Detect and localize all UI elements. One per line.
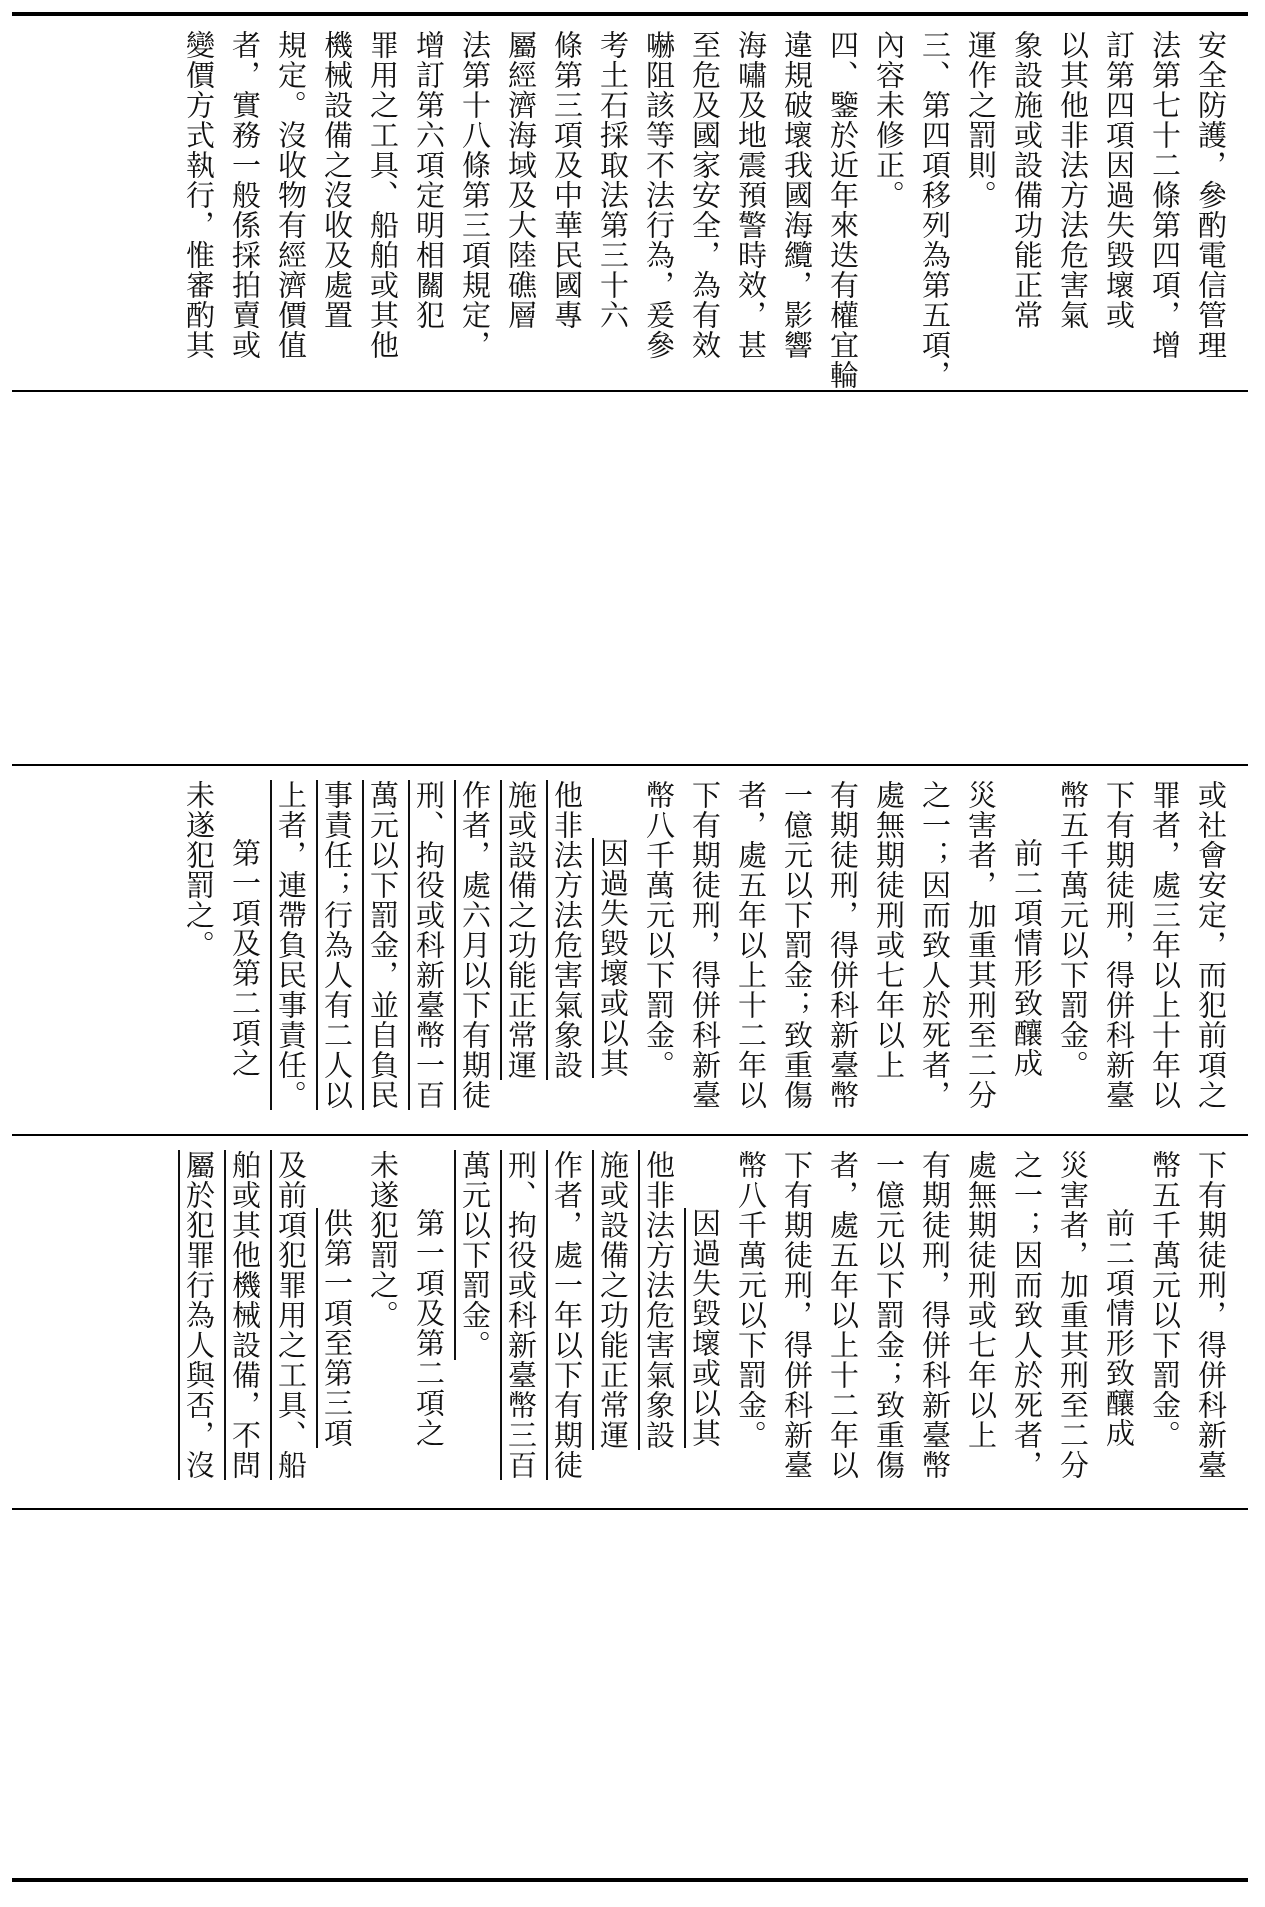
underlined-text: 他非法方法危害氣象設 xyxy=(642,1150,676,1450)
text-line xyxy=(498,30,544,390)
line-text: 罪用之工具、船舶或其他 xyxy=(366,30,400,360)
text-line xyxy=(406,780,452,1110)
line-text: 有期徒刑，得併科新臺幣 xyxy=(826,780,860,1110)
explanation-text xyxy=(176,30,1234,390)
text-line xyxy=(360,30,406,390)
line-text: 幣八千萬元以下罰金。 xyxy=(734,1150,768,1450)
text-line xyxy=(268,30,314,390)
line-text: 災害者，加重其刑至二分 xyxy=(964,780,998,1110)
underlined-text: 刑、拘役或科新臺幣一百 xyxy=(412,780,446,1110)
line-text: 變價方式執行，惟審酌其 xyxy=(182,30,216,360)
line-text: 者，實務一般係採拍賣或 xyxy=(228,30,262,360)
amended-article-text xyxy=(176,1150,1234,1480)
text-line xyxy=(682,30,728,390)
underlined-text: 作者，處一年以下有期徒 xyxy=(550,1150,584,1480)
text-line xyxy=(498,1150,544,1480)
text-line xyxy=(268,780,314,1110)
text-line xyxy=(1004,30,1050,390)
line-text: 災害者，加重其刑至二分 xyxy=(1056,1150,1090,1480)
text-line xyxy=(1004,1150,1050,1480)
text-line xyxy=(452,780,498,1110)
line-text: 海嘯及地震預警時效，甚 xyxy=(734,30,768,360)
underlined-text: 因過失毀壞或以其 xyxy=(596,838,630,1078)
line-text: 之一；因而致人於死者， xyxy=(918,780,952,1110)
text-line xyxy=(1096,30,1142,390)
line-text: 有期徒刑，得併科新臺幣 xyxy=(918,1150,952,1480)
text-line xyxy=(360,1150,406,1480)
text-line xyxy=(1188,1150,1234,1480)
text-line xyxy=(176,30,222,390)
line-text: 第一項及第二項之 xyxy=(228,838,262,1078)
text-line xyxy=(544,1150,590,1480)
current-article-text xyxy=(176,780,1234,1110)
text-line xyxy=(452,30,498,390)
line-text: 下有期徒刑，得併科新臺 xyxy=(1194,1150,1228,1480)
underlined-text: 他非法方法危害氣象設 xyxy=(550,780,584,1080)
text-line xyxy=(728,30,774,390)
text-line xyxy=(268,1150,314,1480)
underlined-text: 施或設備之功能正常運 xyxy=(596,1150,630,1450)
line-text: 或社會安定，而犯前項之 xyxy=(1194,780,1228,1110)
text-line xyxy=(866,780,912,1110)
text-line xyxy=(222,1150,268,1480)
text-line xyxy=(1050,30,1096,390)
text-line xyxy=(498,780,544,1110)
line-text: 之一；因而致人於死者， xyxy=(1010,1150,1044,1480)
line-text: 幣八千萬元以下罰金。 xyxy=(642,780,676,1080)
line-text: 訂第四項因過失毀壞或 xyxy=(1102,30,1136,330)
line-text: 嚇阻該等不法行為，爰參 xyxy=(642,30,676,360)
line-text: 下有期徒刑，得併科新臺 xyxy=(688,780,722,1110)
text-line xyxy=(866,30,912,390)
text-line xyxy=(1096,780,1142,1110)
text-line xyxy=(912,1150,958,1480)
text-line xyxy=(1142,1150,1188,1480)
empty-bottom-cell xyxy=(12,1510,1248,1878)
line-text: 幣五千萬元以下罰金。 xyxy=(1056,780,1090,1080)
line-text: 一億元以下罰金；致重傷 xyxy=(872,1150,906,1480)
text-line xyxy=(360,780,406,1110)
line-text: 法第七十二條第四項，增 xyxy=(1148,30,1182,360)
underlined-text: 作者，處六月以下有期徒 xyxy=(458,780,492,1110)
text-line xyxy=(406,1150,452,1480)
underlined-text: 及前項犯罪用之工具、船 xyxy=(274,1150,308,1480)
text-line xyxy=(774,780,820,1110)
underlined-text: 屬於犯罪行為人與否，沒 xyxy=(182,1150,216,1480)
underlined-text: 供第一項至第三項 xyxy=(320,1208,354,1448)
text-line xyxy=(1188,30,1234,390)
text-line xyxy=(958,1150,1004,1480)
text-line xyxy=(222,30,268,390)
line-text: 者，處五年以上十二年以 xyxy=(734,780,768,1110)
text-line xyxy=(636,780,682,1110)
line-text: 法第十八條第三項規定， xyxy=(458,30,492,360)
bottom-rule xyxy=(12,1878,1248,1882)
text-line xyxy=(1142,780,1188,1110)
line-text: 三、第四項移列為第五項， xyxy=(918,30,952,390)
underlined-text: 上者，連帶負民事責任。 xyxy=(274,780,308,1110)
text-line xyxy=(590,780,636,1110)
underlined-text: 萬元以下罰金。 xyxy=(458,1150,492,1360)
text-line xyxy=(820,30,866,390)
line-text: 者，處五年以上十二年以 xyxy=(826,1150,860,1480)
text-line xyxy=(1096,1150,1142,1480)
line-text: 處無期徒刑或七年以上 xyxy=(964,1150,998,1450)
text-line xyxy=(314,1150,360,1480)
line-text: 規定。沒收物有經濟價值 xyxy=(274,30,308,360)
underlined-text: 舶或其他機械設備，不問 xyxy=(228,1150,262,1480)
line-text: 一億元以下罰金；致重傷 xyxy=(780,780,814,1110)
text-line xyxy=(912,30,958,390)
line-text: 條第三項及中華民國專 xyxy=(550,30,584,330)
text-line xyxy=(636,1150,682,1480)
text-line xyxy=(958,30,1004,390)
line-text: 幣五千萬元以下罰金。 xyxy=(1148,1150,1182,1450)
text-line xyxy=(682,780,728,1110)
text-line xyxy=(544,780,590,1110)
text-line xyxy=(866,1150,912,1480)
underlined-text: 刑、拘役或科新臺幣三百 xyxy=(504,1150,538,1480)
empty-cell xyxy=(12,392,1248,764)
line-text: 屬經濟海域及大陸礁層 xyxy=(504,30,538,330)
text-line xyxy=(176,780,222,1110)
text-line xyxy=(820,1150,866,1480)
text-line xyxy=(1050,780,1096,1110)
text-line xyxy=(314,30,360,390)
underlined-text: 事責任；行為人有二人以 xyxy=(320,780,354,1110)
line-text: 未遂犯罰之。 xyxy=(366,1150,400,1330)
underlined-text: 因過失毀壞或以其 xyxy=(688,1208,722,1448)
line-text: 前二項情形致釀成 xyxy=(1010,838,1044,1078)
line-text: 下有期徒刑，得併科新臺 xyxy=(780,1150,814,1480)
line-text: 下有期徒刑，得併科新臺 xyxy=(1102,780,1136,1110)
line-text: 至危及國家安全，為有效 xyxy=(688,30,722,360)
line-text: 第一項及第二項之 xyxy=(412,1208,446,1448)
text-line xyxy=(452,1150,498,1480)
text-line xyxy=(958,780,1004,1110)
explanation-cell xyxy=(12,16,1248,390)
text-line xyxy=(222,780,268,1110)
text-line xyxy=(1142,30,1188,390)
text-line xyxy=(544,30,590,390)
text-line xyxy=(314,780,360,1110)
line-text: 考土石採取法第三十六 xyxy=(596,30,630,330)
text-line xyxy=(774,1150,820,1480)
line-text: 處無期徒刑或七年以上 xyxy=(872,780,906,1080)
line-text: 機械設備之沒收及處置 xyxy=(320,30,354,330)
text-line xyxy=(682,1150,728,1480)
line-text: 四、鑒於近年來迭有權宜輪 xyxy=(826,30,860,390)
text-line xyxy=(406,30,452,390)
text-line xyxy=(774,30,820,390)
text-line xyxy=(912,780,958,1110)
line-text: 象設施或設備功能正常 xyxy=(1010,30,1044,330)
text-line xyxy=(1050,1150,1096,1480)
text-line xyxy=(1004,780,1050,1110)
underlined-text: 施或設備之功能正常運 xyxy=(504,780,538,1080)
text-line xyxy=(728,780,774,1110)
line-text: 罪者，處三年以上十年以 xyxy=(1148,780,1182,1110)
text-line xyxy=(590,1150,636,1480)
amended-article-cell xyxy=(12,1136,1248,1508)
line-text: 違規破壞我國海纜，影響 xyxy=(780,30,814,360)
text-line xyxy=(636,30,682,390)
text-line xyxy=(820,780,866,1110)
line-text: 前二項情形致釀成 xyxy=(1102,1208,1136,1448)
text-line xyxy=(590,30,636,390)
line-text: 未遂犯罰之。 xyxy=(182,780,216,960)
line-text: 運作之罰則。 xyxy=(964,30,998,210)
text-line xyxy=(176,1150,222,1480)
text-line xyxy=(728,1150,774,1480)
text-line xyxy=(1188,780,1234,1110)
line-text: 內容未修正。 xyxy=(872,30,906,210)
line-text: 安全防護，參酌電信管理 xyxy=(1194,30,1228,360)
current-article-cell xyxy=(12,766,1248,1134)
line-text: 增訂第六項定明相關犯 xyxy=(412,30,446,330)
line-text: 以其他非法方法危害氣 xyxy=(1056,30,1090,330)
underlined-text: 萬元以下罰金，並自負民 xyxy=(366,780,400,1110)
